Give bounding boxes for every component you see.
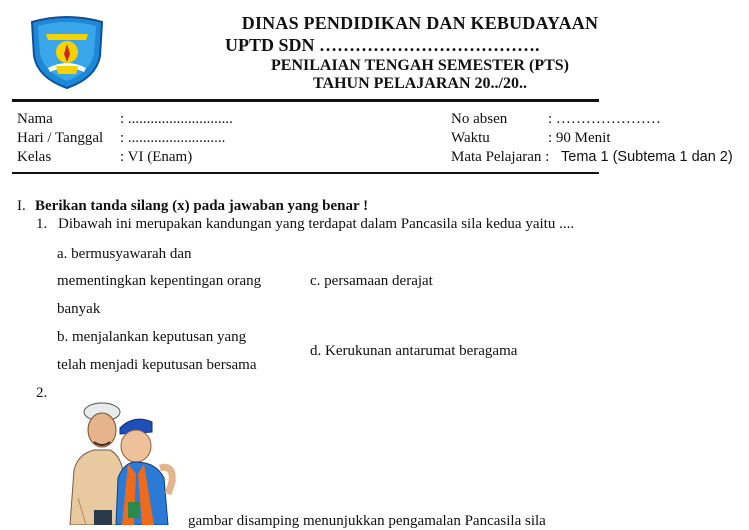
tut-wuri-handayani-logo <box>26 10 108 90</box>
kelas-value: : VI (Enam) <box>120 149 193 165</box>
header-divider <box>12 99 599 102</box>
two-people-illustration <box>64 398 184 525</box>
nama-label: Nama <box>17 111 53 127</box>
option-d[interactable]: d. Kerukunan antarumat beragama <box>310 343 518 359</box>
header-line4: TAHUN PELAJARAN 20../20.. <box>313 75 527 92</box>
option-b-line1[interactable]: b. menjalankan keputusan yang <box>57 329 247 345</box>
option-a-line1[interactable]: a. bermusyawarah dan <box>57 246 192 262</box>
section-number: I. <box>17 198 26 214</box>
header-line3: PENILAIAN TENGAH SEMESTER (PTS) <box>271 57 569 74</box>
header-line1: DINAS PENDIDIKAN DAN KEBUDAYAAN <box>241 13 599 33</box>
kelas-label: Kelas <box>17 149 52 165</box>
question2-text: gambar disamping menunjukkan pengamalan Pancasila sila <box>188 513 546 529</box>
option-c[interactable]: c. persamaan derajat <box>310 273 433 289</box>
option-a-line3[interactable]: banyak <box>57 301 101 317</box>
question2-number: 2. <box>36 385 48 401</box>
header-line2: UPTD SDN ………………………………. <box>225 35 540 55</box>
absen-field[interactable]: : ………………… <box>548 111 661 127</box>
nama-field[interactable]: : ............................ <box>120 111 233 127</box>
question1-text: Dibawah ini merupakan kandungan yang terdapat dalam Pancasila sila kedua yaitu .... <box>58 216 575 232</box>
section-instruction: Berikan tanda silang (x) pada jawaban yang benar ! <box>35 198 369 214</box>
option-b-line2[interactable]: telah menjadi keputusan bersama <box>57 357 257 373</box>
option-a-line2[interactable]: mementingkan kepentingan orang <box>57 273 262 289</box>
mapel-label: Mata Pelajaran : <box>451 149 550 165</box>
hari-label: Hari / Tanggal <box>17 130 104 146</box>
waktu-value: : 90 Menit <box>548 130 611 146</box>
hari-field[interactable]: : .......................... <box>120 130 226 146</box>
question1-number: 1. <box>36 216 48 232</box>
identity-divider <box>12 172 599 174</box>
mapel-value: Tema 1 (Subtema 1 dan 2) <box>561 149 733 165</box>
absen-label: No absen <box>451 111 508 127</box>
waktu-label: Waktu <box>451 130 490 146</box>
